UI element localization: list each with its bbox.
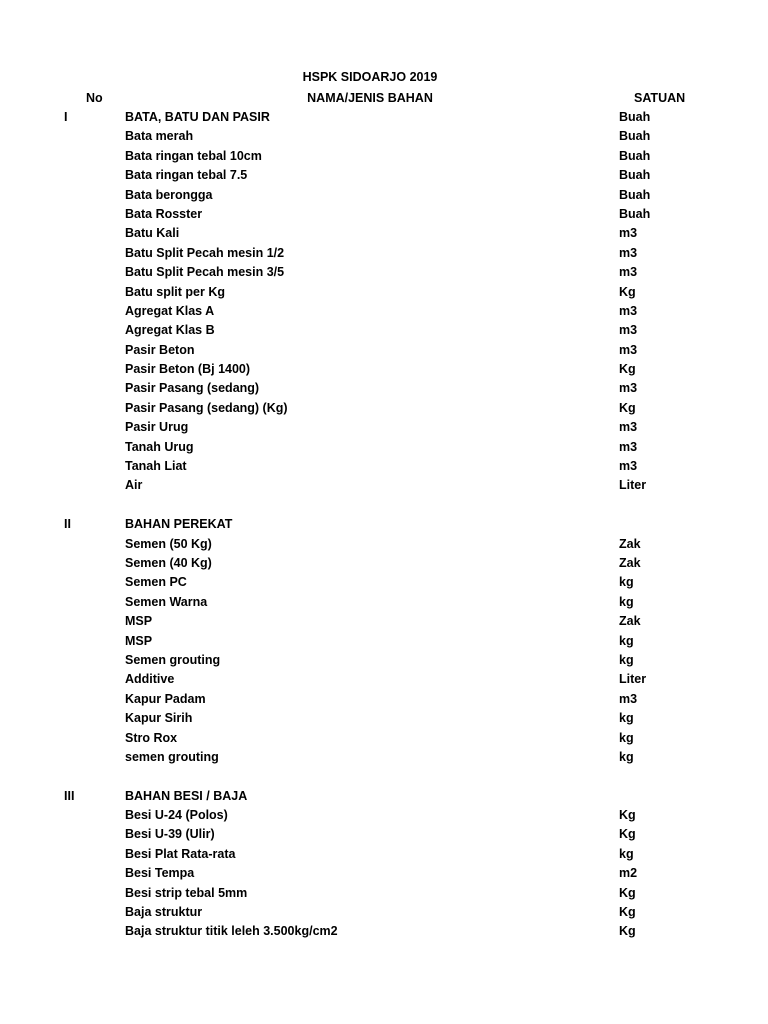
table-row — [0, 806, 768, 825]
material-name: Tanah Liat — [125, 459, 187, 474]
material-name: Batu split per Kg — [125, 284, 226, 299]
unit-of-measure: m2 — [619, 866, 638, 881]
unit-of-measure: Liter — [619, 672, 647, 687]
unit-of-measure: kg — [619, 711, 634, 726]
table-row — [0, 690, 768, 709]
material-name: Besi U-24 (Polos) — [125, 808, 228, 823]
material-name: Bata ringan tebal 10cm — [125, 148, 262, 163]
unit-of-measure: Buah — [619, 168, 651, 183]
material-name: Pasir Urug — [125, 420, 189, 435]
material-name: BATA, BATU DAN PASIR — [125, 110, 270, 124]
row-number: II — [64, 517, 71, 532]
unit-of-measure: kg — [619, 594, 634, 609]
header-no: No — [86, 91, 103, 105]
material-name: Agregat Klas A — [125, 303, 215, 318]
unit-of-measure: kg — [619, 730, 634, 745]
material-name: BAHAN BESI / BAJA — [125, 788, 248, 803]
unit-of-measure: m3 — [619, 323, 638, 338]
table-row — [0, 457, 768, 476]
material-name: Besi Plat Rata-rata — [125, 846, 236, 861]
table-row — [0, 573, 768, 592]
unit-of-measure: kg — [619, 846, 634, 861]
table-row — [0, 341, 768, 360]
material-name: Pasir Pasang (sedang) — [125, 381, 260, 396]
unit-of-measure: m3 — [619, 381, 638, 396]
unit-of-measure: Buah — [619, 206, 651, 221]
table-row — [0, 205, 768, 224]
material-name: semen grouting — [125, 749, 219, 764]
table-row — [0, 360, 768, 379]
table-row — [0, 302, 768, 321]
material-name: Semen Warna — [125, 594, 208, 609]
unit-of-measure: Buah — [619, 129, 651, 144]
material-name: Baja struktur titik leleh 3.500kg/cm2 — [125, 924, 338, 939]
header-unit: SATUAN — [634, 91, 686, 105]
material-name: Besi U-39 (Ulir) — [125, 827, 215, 842]
table-row — [0, 845, 768, 864]
table-row — [0, 244, 768, 263]
table-row — [0, 554, 768, 573]
table-row — [0, 922, 768, 941]
table-row — [0, 399, 768, 418]
unit-of-measure: kg — [619, 575, 634, 590]
material-name: Batu Split Pecah mesin 1/2 — [125, 245, 285, 260]
material-name: Besi strip tebal 5mm — [125, 885, 248, 900]
material-name: Tanah Urug — [125, 439, 194, 454]
table-row — [0, 709, 768, 728]
table-row — [0, 632, 768, 651]
table-row — [0, 729, 768, 748]
table-row — [0, 651, 768, 670]
material-name: Agregat Klas B — [125, 323, 215, 338]
unit-of-measure: m3 — [619, 342, 638, 357]
unit-of-measure: m3 — [619, 691, 638, 706]
material-name: Batu Split Pecah mesin 3/5 — [125, 265, 285, 280]
material-name: Bata merah — [125, 129, 194, 144]
table-row — [0, 147, 768, 166]
table-row — [0, 864, 768, 883]
unit-of-measure: Kg — [619, 284, 636, 299]
unit-of-measure: Buah — [619, 187, 651, 202]
material-name: Bata ringan tebal 7.5 — [125, 168, 248, 183]
table-row — [0, 283, 768, 302]
table-row — [0, 593, 768, 612]
spacer-row — [0, 496, 768, 515]
material-name: Pasir Beton — [125, 342, 195, 357]
unit-of-measure: m3 — [619, 245, 638, 260]
material-name: Kapur Sirih — [125, 711, 193, 726]
material-name: Bata Rosster — [125, 206, 203, 221]
table-row — [0, 127, 768, 146]
table-row — [0, 166, 768, 185]
unit-of-measure: Kg — [619, 924, 636, 939]
unit-of-measure: m3 — [619, 226, 638, 241]
section-header-row — [0, 108, 768, 127]
unit-of-measure: Zak — [619, 536, 641, 551]
unit-of-measure: Kg — [619, 400, 636, 415]
material-name: Semen grouting — [125, 652, 221, 667]
material-name: MSP — [125, 614, 153, 629]
unit-of-measure: Zak — [619, 614, 641, 629]
material-name: Semen (40 Kg) — [125, 555, 212, 570]
table-row — [0, 535, 768, 554]
table-row — [0, 321, 768, 340]
table-row — [0, 379, 768, 398]
unit-of-measure: Kg — [619, 362, 636, 377]
unit-of-measure: m3 — [619, 439, 638, 454]
spacer-row — [0, 767, 768, 786]
material-table-body — [0, 108, 768, 942]
table-row — [0, 438, 768, 457]
table-row — [0, 670, 768, 689]
document-title: HSPK SIDOARJO 2019 — [302, 70, 438, 84]
material-name: MSP — [125, 633, 153, 648]
unit-of-measure: m3 — [619, 420, 638, 435]
unit-of-measure: Liter — [619, 478, 647, 493]
material-name: Semen (50 Kg) — [125, 536, 212, 551]
unit-of-measure: Kg — [619, 808, 636, 823]
unit-of-measure: kg — [619, 652, 634, 667]
table-row — [0, 476, 768, 495]
table-row — [0, 903, 768, 922]
material-name: Baja struktur — [125, 905, 203, 920]
material-name: Air — [125, 478, 143, 493]
material-name: BAHAN PEREKAT — [125, 517, 233, 532]
unit-of-measure: Kg — [619, 827, 636, 842]
unit-of-measure: Zak — [619, 555, 641, 570]
unit-of-measure: m3 — [619, 303, 638, 318]
unit-of-measure: m3 — [619, 265, 638, 280]
table-header-row — [0, 89, 768, 108]
unit-of-measure: kg — [619, 749, 634, 764]
material-name: Batu Kali — [125, 226, 180, 241]
section-header-row — [0, 787, 768, 806]
row-number: I — [64, 110, 68, 124]
table-row — [0, 224, 768, 243]
material-name: Additive — [125, 672, 175, 687]
unit-of-measure: Kg — [619, 905, 636, 920]
table-row — [0, 418, 768, 437]
unit-of-measure: Buah — [619, 148, 651, 163]
row-number: III — [64, 788, 75, 803]
table-row — [0, 884, 768, 903]
header-name: NAMA/JENIS BAHAN — [307, 91, 433, 105]
material-name: Besi Tempa — [125, 866, 195, 881]
unit-of-measure: Buah — [619, 110, 651, 124]
table-row — [0, 612, 768, 631]
table-row — [0, 186, 768, 205]
material-name: Pasir Beton (Bj 1400) — [125, 362, 251, 377]
material-name: Pasir Pasang (sedang) (Kg) — [125, 400, 288, 415]
unit-of-measure: Kg — [619, 885, 636, 900]
material-name: Semen PC — [125, 575, 187, 590]
table-row — [0, 825, 768, 844]
table-row — [0, 263, 768, 282]
material-name: Stro Rox — [125, 730, 178, 745]
table-row — [0, 748, 768, 767]
material-name: Bata berongga — [125, 187, 213, 202]
material-name: Kapur Padam — [125, 691, 206, 706]
unit-of-measure: kg — [619, 633, 634, 648]
section-header-row — [0, 515, 768, 534]
unit-of-measure: m3 — [619, 459, 638, 474]
